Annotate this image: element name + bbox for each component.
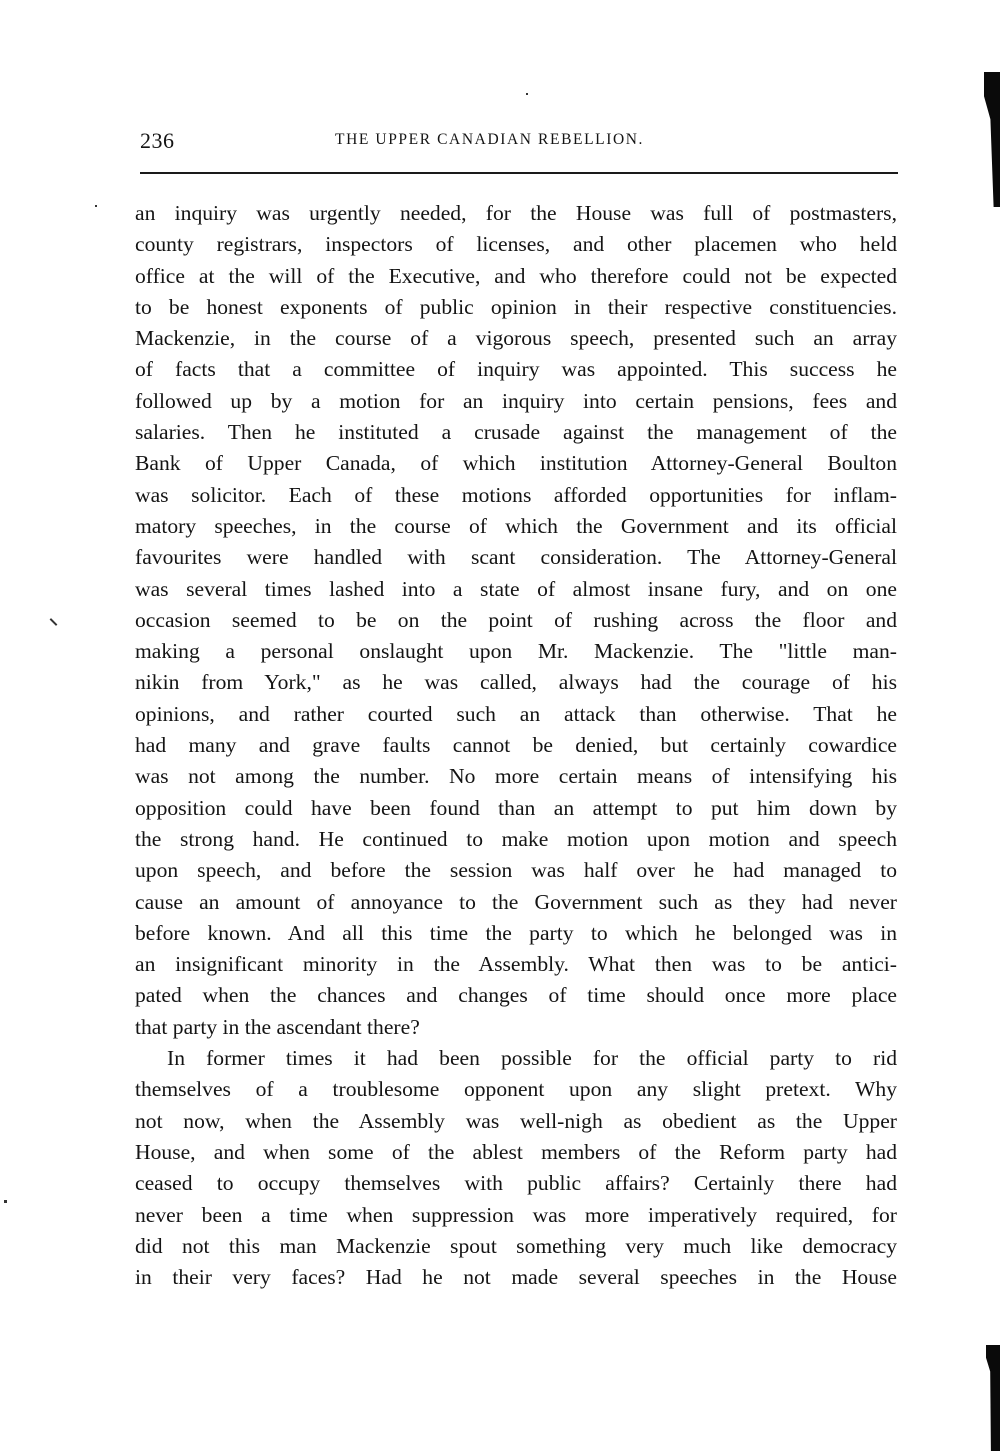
text-line: was not among the number. No more certain means of intensifying his	[135, 764, 897, 789]
paragraph-end-line: that party in the ascendant there?	[135, 1014, 420, 1039]
text-line: was several times lashed into a state of almost insane fury, and on one	[135, 576, 897, 601]
scan-speck	[526, 93, 528, 95]
scan-speck	[95, 205, 97, 207]
text-line: matory speeches, in the course of which the Government and its official	[135, 513, 897, 538]
text-line: an inquiry was urgently needed, for the House was full of postmasters,	[135, 201, 897, 225]
text-line: upon speech, and before the session was half over he had managed to	[135, 858, 897, 883]
text-line: House, and when some of the ablest members of the Reform party had	[135, 1139, 897, 1164]
paragraph-start-line: In former times it had been possible for the official party to rid	[167, 1046, 897, 1071]
text-line: cause an amount of annoyance to the Government such as they had never	[135, 889, 897, 914]
text-line: salaries. Then he instituted a crusade against the management of the	[135, 420, 897, 445]
body-text	[135, 198, 897, 1293]
text-line: followed up by a motion for an inquiry into certain pensions, fees and	[135, 388, 897, 413]
text-line: county registrars, inspectors of licenses, and other placemen who held	[135, 232, 897, 257]
scan-speck	[50, 618, 58, 626]
text-line: opinions, and rather courted such an attack than otherwise. That he	[135, 701, 897, 726]
text-line: office at the will of the Executive, and who therefore could not be expected	[135, 263, 897, 288]
text-line: before known. And all this time the party to which he belonged was in	[135, 920, 897, 945]
text-line: had many and grave faults cannot be denied, but certainly cowardice	[135, 733, 897, 758]
scan-speck	[4, 1200, 7, 1203]
text-line: opposition could have been found than an attempt to put him down by	[135, 795, 897, 820]
text-line: Mackenzie, in the course of a vigorous speech, presented such an array	[135, 326, 897, 351]
text-line: favourites were handled with scant consideration. The Attorney-General	[135, 545, 897, 570]
scan-edge-mark-bottom	[986, 1345, 1000, 1451]
text-line: ceased to occupy themselves with public affairs? Certainly there had	[135, 1171, 897, 1196]
text-line: making a personal onslaught upon Mr. Mackenzie. The "little man-	[135, 639, 897, 664]
text-line: was solicitor. Each of these motions afforded opportunities for inflam-	[135, 482, 897, 507]
text-line: occasion seemed to be on the point of rushing across the floor and	[135, 607, 897, 632]
text-line: not now, when the Assembly was well-nigh as obedient as the Upper	[135, 1108, 897, 1133]
text-line: nikin from York," as he was called, always had the courage of his	[135, 670, 897, 695]
scan-edge-mark-top	[984, 72, 1000, 207]
text-line: pated when the chances and changes of time should once more place	[135, 983, 897, 1008]
text-line: an insignificant minority in the Assembly. What then was to be antici-	[135, 952, 897, 977]
text-line: the strong hand. He continued to make motion upon motion and speech	[135, 826, 897, 851]
text-line: never been a time when suppression was more imperatively required, for	[135, 1202, 897, 1227]
text-line: to be honest exponents of public opinion in their respective constituencies.	[135, 294, 897, 319]
header-rule	[140, 172, 898, 174]
text-line: of facts that a committee of inquiry was appointed. This success he	[135, 357, 897, 382]
text-line: themselves of a troublesome opponent upon any slight pretext. Why	[135, 1077, 897, 1102]
text-line: Bank of Upper Canada, of which institution Attorney-General Boulton	[135, 451, 897, 476]
text-line: in their very faces? Had he not made several speeches in the House	[135, 1265, 897, 1290]
running-title: THE UPPER CANADIAN REBELLION.	[335, 131, 645, 148]
page-number: 236	[140, 128, 175, 153]
text-line: did not this man Mackenzie spout something very much like democracy	[135, 1233, 897, 1258]
